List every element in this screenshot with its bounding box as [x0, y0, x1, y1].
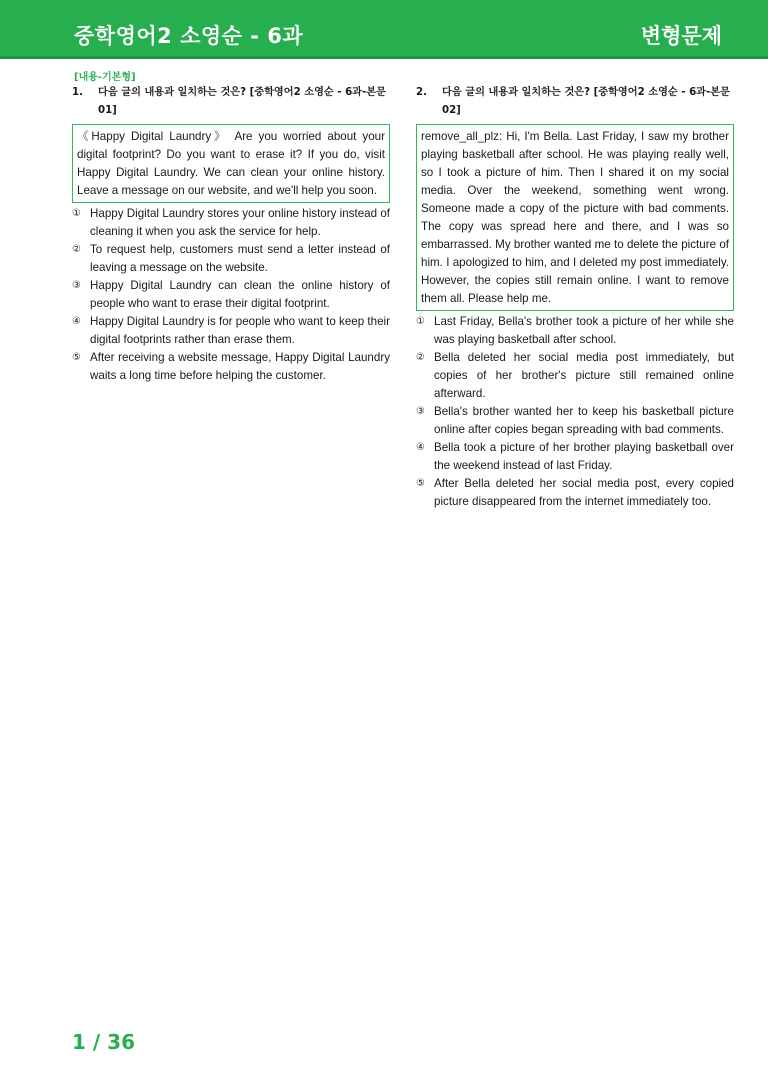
option-mark: ⑤: [72, 352, 81, 363]
answer-option[interactable]: [72, 349, 390, 385]
answer-option[interactable]: [72, 205, 390, 241]
document-title: 중학영어2 소영순 - 6과: [74, 24, 304, 48]
option-text: Bella deleted her social media post immediately, but copies of her brother's picture still remained online afterward.: [434, 351, 734, 400]
option-text: Bella's brother wanted her to keep his basketball picture online after copies began spreading with bad comments.: [434, 405, 734, 436]
option-mark: ①: [72, 208, 81, 219]
option-text: Happy Digital Laundry is for people who want to keep their digital footprints rather than erase them.: [90, 315, 390, 346]
answer-option[interactable]: [72, 277, 390, 313]
document-type-label: 변형문제: [640, 24, 722, 48]
question-text: 다음 글의 내용과 일치하는 것은? [중학영어2 소영순 - 6과-본문 02]: [442, 87, 730, 116]
question-2: [416, 84, 734, 511]
option-mark: ③: [416, 406, 425, 417]
option-mark: ④: [416, 442, 425, 453]
question-number: 2.: [416, 87, 427, 98]
page-number: 1 / 36: [72, 1030, 135, 1054]
answer-options: [416, 313, 734, 511]
answer-option[interactable]: [416, 349, 734, 403]
answer-option[interactable]: [416, 475, 734, 511]
answer-option[interactable]: [72, 241, 390, 277]
option-mark: ④: [72, 316, 81, 327]
option-mark: ②: [416, 352, 425, 363]
option-text: Happy Digital Laundry can clean the online history of people who want to erase their digital footprint.: [90, 279, 390, 310]
answer-option[interactable]: [72, 313, 390, 349]
option-mark: ①: [416, 316, 425, 327]
option-text: Bella took a picture of her brother playing basketball over the weekend instead of last Friday.: [434, 441, 734, 472]
option-text: After Bella deleted her social media post, every copied picture disappeared from the internet immediately too.: [434, 477, 734, 508]
answer-option[interactable]: [416, 313, 734, 349]
option-text: Happy Digital Laundry stores your online history instead of cleaning it when you ask the service for help.: [90, 207, 390, 238]
question-number: 1.: [72, 87, 83, 98]
option-text: To request help, customers must send a letter instead of leaving a message on the website.: [90, 243, 390, 274]
answer-options: [72, 205, 390, 385]
question-1: [72, 84, 390, 385]
option-mark: ⑤: [416, 478, 425, 489]
question-category: [내용-기본형]: [74, 72, 136, 83]
answer-option[interactable]: [416, 403, 734, 439]
option-text: After receiving a website message, Happy Digital Laundry waits a long time before helping the customer.: [90, 351, 390, 382]
passage-box: 《Happy Digital Laundry》 Are you worried about your digital footprint? Do you want to erase it? If you do, visit Happy Digital Laundry. We can clean your online history. Leave a message on our website, and we'll help you soon.: [72, 124, 390, 203]
answer-option[interactable]: [416, 439, 734, 475]
page-header: [0, 0, 768, 59]
question-prompt: [416, 84, 734, 120]
passage-box: remove_all_plz: Hi, I'm Bella. Last Friday, I saw my brother playing basketball after school. He was playing really well, so I took a picture of him. Then I shared it on my social media. Over the weekend, something went wrong. Someone made a copy of the picture with bad comments. The copy was spread here and there, and I was so embarrassed. My brother wanted me to delete the picture of him. I apologized to him, and I deleted my post immediately. However, the copies still remain online. I want to remove them all. Please help me.: [416, 124, 734, 311]
option-text: Last Friday, Bella's brother took a picture of her while she was playing basketball after school.: [434, 315, 734, 346]
option-mark: ③: [72, 280, 81, 291]
question-text: 다음 글의 내용과 일치하는 것은? [중학영어2 소영순 - 6과-본문 01]: [98, 87, 386, 116]
question-prompt: [72, 84, 390, 120]
option-mark: ②: [72, 244, 81, 255]
